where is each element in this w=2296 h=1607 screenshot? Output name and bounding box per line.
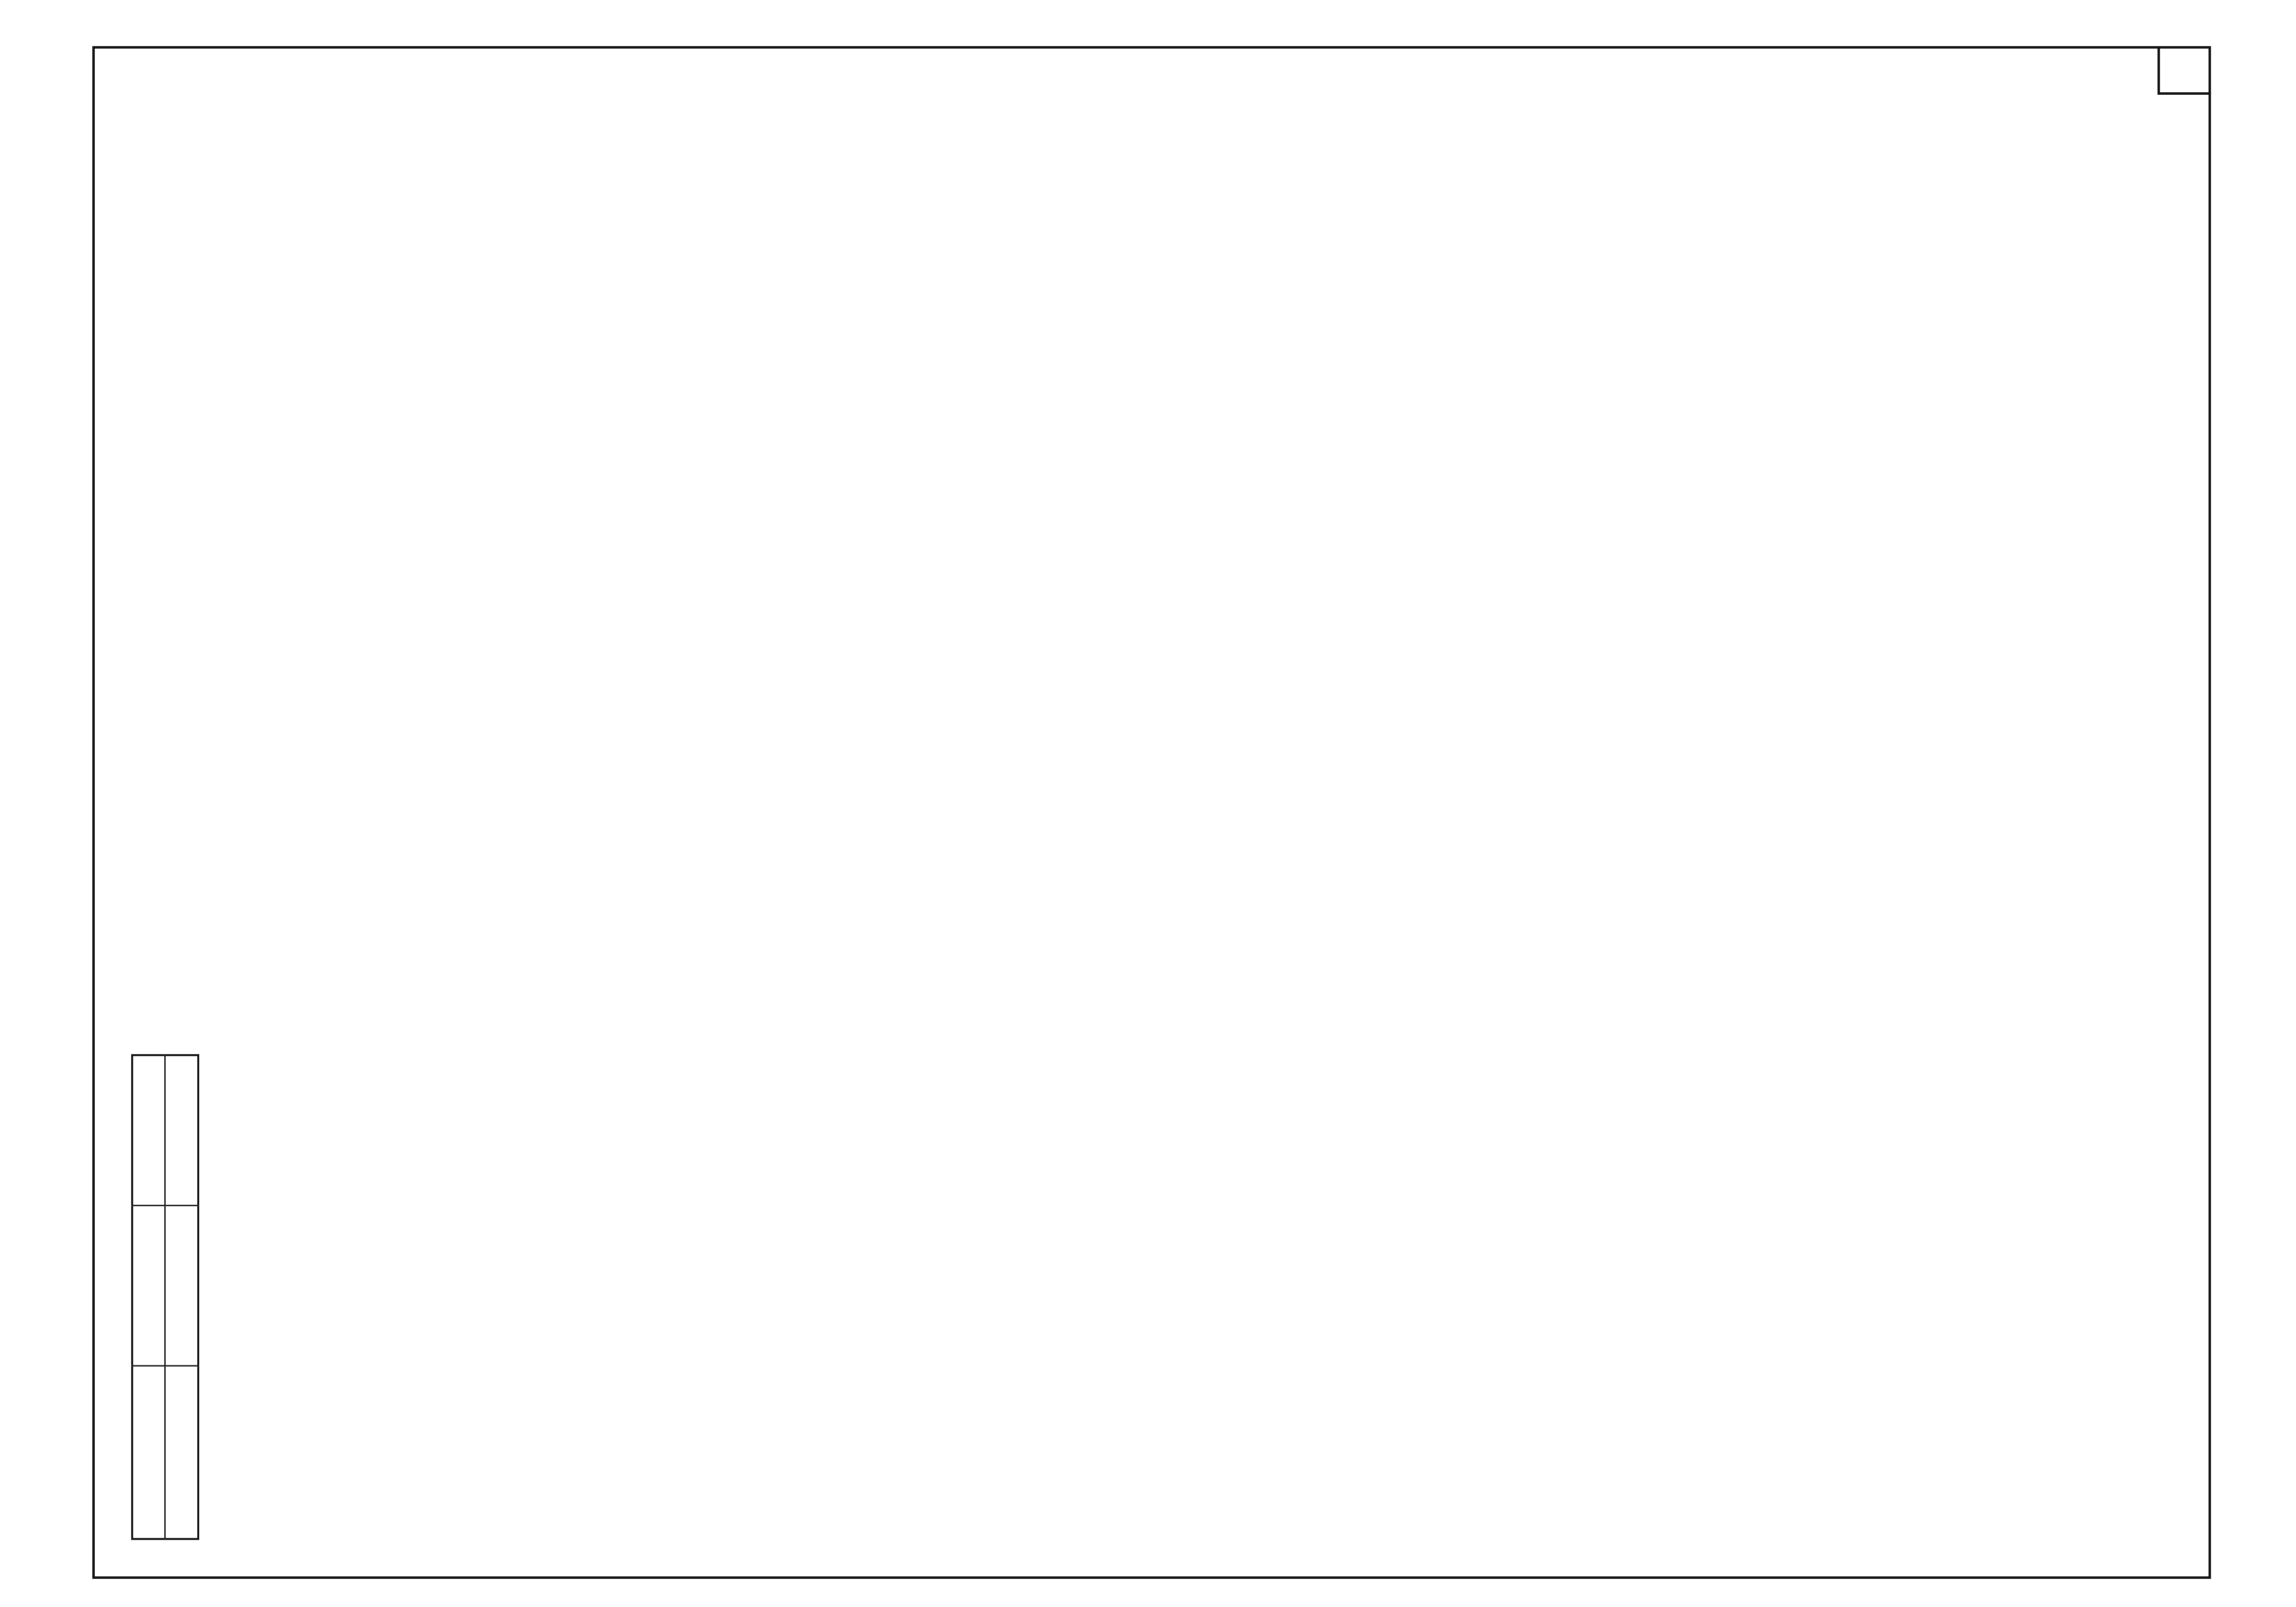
sheet-frame <box>92 46 2211 1579</box>
sheet-number-box <box>2158 46 2211 95</box>
